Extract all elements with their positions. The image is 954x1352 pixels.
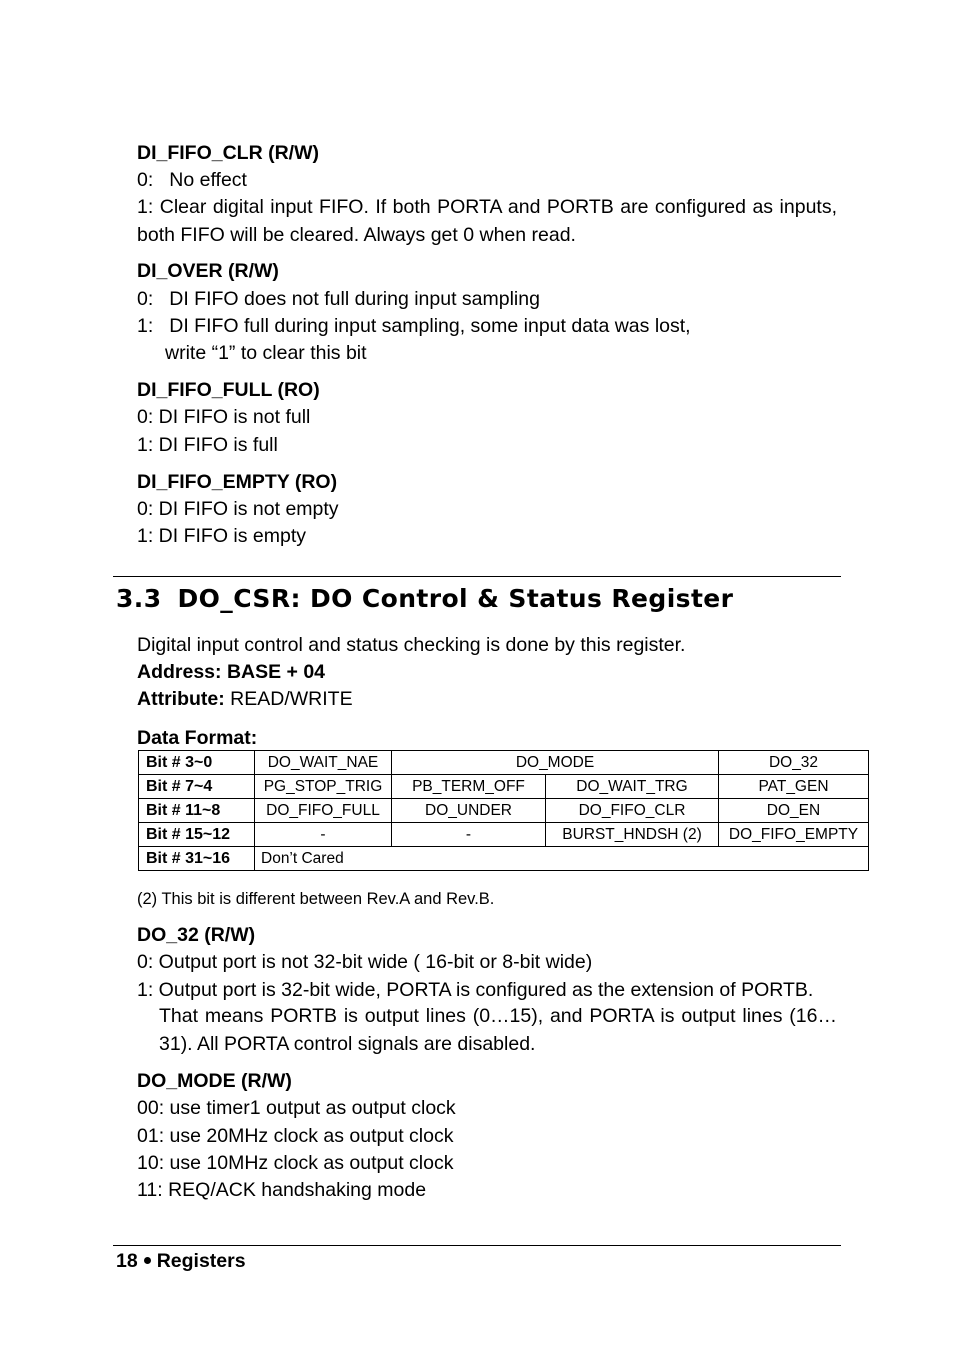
field-title-di-fifo-full: DI_FIFO_FULL (RO) bbox=[137, 379, 320, 401]
section-heading: 3.3 DO_CSR: DO Control & Status Register bbox=[116, 584, 734, 613]
bit-range-label: Bit # 3~0 bbox=[139, 751, 255, 775]
bit-field-cell: DO_MODE bbox=[392, 751, 719, 775]
field-value-paragraph: 1: Clear digital input FIFO. If both PORTA and PORTB are configured as inputs, both FIFO will be cleared. Always get 0 when read. bbox=[137, 196, 837, 246]
field-value-line: 1: Output port is 32-bit wide, PORTA is configured as the extension of PORTB. bbox=[137, 979, 814, 1001]
bit-range-label: Bit # 11~8 bbox=[139, 799, 255, 823]
bit-field-cell: PAT_GEN bbox=[719, 775, 869, 799]
field-title-di-over: DI_OVER (R/W) bbox=[137, 260, 279, 282]
bit-field-cell: PG_STOP_TRIG bbox=[255, 775, 392, 799]
bit-field-cell: DO_WAIT_TRG bbox=[546, 775, 719, 799]
register-attribute: Attribute: READ/WRITE bbox=[137, 688, 353, 710]
bit-field-cell: Don’t Cared bbox=[255, 847, 869, 871]
field-value-paragraph: That means PORTB is output lines (0…15), and PORTA is output lines (16…31). All PORTA control signals are disabled. bbox=[159, 1005, 837, 1055]
table-row bbox=[139, 775, 869, 799]
bullet-icon bbox=[144, 1257, 151, 1264]
section-description: Digital input control and status checking is done by this register. bbox=[137, 634, 686, 656]
table-footnote: (2) This bit is different between Rev.A and Rev.B. bbox=[137, 890, 495, 908]
footer-divider bbox=[113, 1245, 841, 1246]
table-row bbox=[139, 751, 869, 775]
register-address: Address: BASE + 04 bbox=[137, 661, 326, 683]
bit-field-cell: PB_TERM_OFF bbox=[392, 775, 546, 799]
bit-field-cell: DO_FIFO_FULL bbox=[255, 799, 392, 823]
field-value-continuation: write “1” to clear this bit bbox=[165, 342, 367, 364]
bit-range-label: Bit # 31~16 bbox=[139, 847, 255, 871]
field-value-line: 0: DI FIFO is not empty bbox=[137, 498, 339, 520]
field-value-line: 0: No effect bbox=[137, 169, 247, 191]
list-item: 00: use timer1 output as output clock bbox=[137, 1097, 456, 1119]
bit-field-cell: DO_WAIT_NAE bbox=[255, 751, 392, 775]
table-row bbox=[139, 799, 869, 823]
field-value-line: 0: DI FIFO is not full bbox=[137, 406, 311, 428]
table-row bbox=[139, 847, 869, 871]
list-item: 11: REQ/ACK handshaking mode bbox=[137, 1179, 427, 1201]
field-value-line: 0: Output port is not 32-bit wide ( 16-bit or 8-bit wide) bbox=[137, 951, 593, 973]
bit-field-cell: BURST_HNDSH (2) bbox=[546, 823, 719, 847]
bit-field-cell: DO_UNDER bbox=[392, 799, 546, 823]
field-title-di-fifo-clr: DI_FIFO_CLR (R/W) bbox=[137, 142, 319, 164]
field-title-do-32: DO_32 (R/W) bbox=[137, 924, 256, 946]
field-value-line: 1: DI FIFO is full bbox=[137, 434, 278, 456]
field-value-line: 0: DI FIFO does not full during input sampling bbox=[137, 288, 540, 310]
page-footer bbox=[116, 1250, 246, 1273]
footer-section-name: Registers bbox=[156, 1250, 246, 1272]
field-title-di-fifo-empty: DI_FIFO_EMPTY (RO) bbox=[137, 471, 338, 493]
bit-field-cell: DO_32 bbox=[719, 751, 869, 775]
page-number: 18 bbox=[116, 1250, 138, 1272]
bit-field-cell: DO_EN bbox=[719, 799, 869, 823]
field-value-line: 1: DI FIFO full during input sampling, some input data was lost, bbox=[137, 315, 691, 337]
bit-field-cell: - bbox=[255, 823, 392, 847]
data-format-table bbox=[138, 750, 869, 871]
data-format-label: Data Format: bbox=[137, 727, 258, 749]
bit-range-label: Bit # 15~12 bbox=[139, 823, 255, 847]
bit-range-label: Bit # 7~4 bbox=[139, 775, 255, 799]
bit-field-cell: DO_FIFO_CLR bbox=[546, 799, 719, 823]
list-item: 10: use 10MHz clock as output clock bbox=[137, 1152, 454, 1174]
section-divider bbox=[113, 576, 841, 577]
bit-field-cell: - bbox=[392, 823, 546, 847]
field-value-line: 1: DI FIFO is empty bbox=[137, 525, 307, 547]
list-item: 01: use 20MHz clock as output clock bbox=[137, 1125, 454, 1147]
field-title-do-mode: DO_MODE (R/W) bbox=[137, 1070, 292, 1092]
bit-field-cell: DO_FIFO_EMPTY bbox=[719, 823, 869, 847]
table-row bbox=[139, 823, 869, 847]
